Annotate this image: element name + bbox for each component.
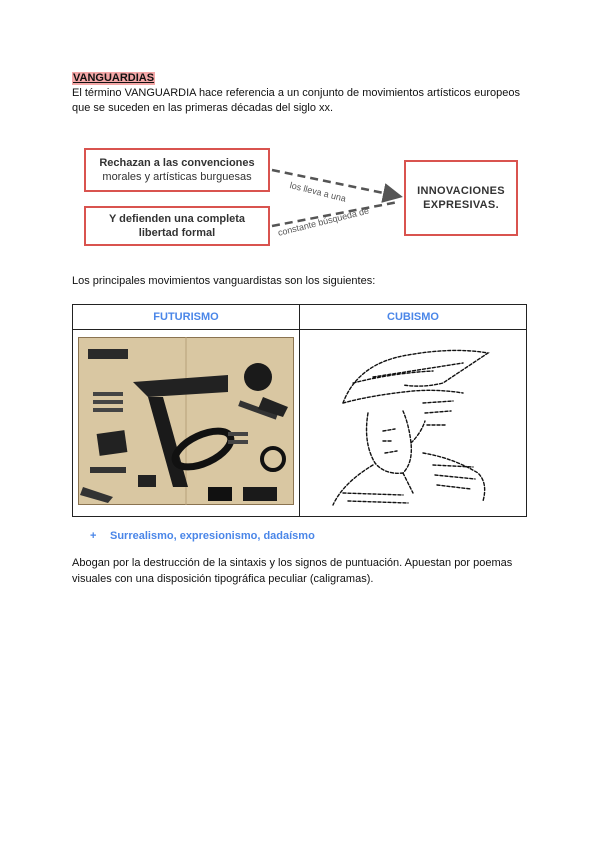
box1-line1: Rechazan a las convenciones (99, 157, 255, 169)
bullet-movements (90, 530, 315, 542)
box3-line2: EXPRESIVAS. (423, 199, 499, 211)
box2-line2: libertad formal (138, 227, 216, 239)
concept-diagram (72, 140, 532, 260)
lead-sentence: Los principales movimientos vanguardistas son los siguientes: (72, 275, 376, 287)
box1-line2: morales y artísticas burguesas (102, 171, 252, 183)
movements-table (72, 304, 527, 517)
box-defienden (84, 206, 270, 246)
arrow-label-2: constante búsqueda de (276, 205, 371, 238)
bullet-mark: + (90, 530, 97, 542)
page-title: VANGUARDIAS (73, 72, 155, 84)
cubismo-cell (300, 330, 527, 517)
box-rechazan (84, 148, 270, 192)
arrow-label-1: los lleva a una (288, 180, 348, 204)
futurismo-cell (73, 330, 300, 517)
closing-paragraph: Abogan por la destrucción de la sintaxis y los signos de puntuación. Apuestan por poemas visuales con una disposición tipográfica peculiar (caligramas). (72, 557, 513, 585)
box2-line1: Y defienden una completa (108, 213, 246, 225)
box3-line1: INNOVACIONES (417, 185, 505, 197)
intro-paragraph: El término VANGUARDIA hace referencia a un conjunto de movimientos artísticos europeos que se suceden en las primeras décadas del siglo xx. (72, 87, 520, 114)
futurist-collage-image (78, 337, 294, 505)
box-innovaciones (404, 160, 518, 236)
bullet-text: Surrealismo, expresionismo, dadaísmo (110, 530, 315, 542)
header-futurismo: FUTURISMO (73, 305, 300, 330)
calligram-portrait-image (313, 333, 513, 509)
header-cubismo: CUBISMO (300, 305, 527, 330)
